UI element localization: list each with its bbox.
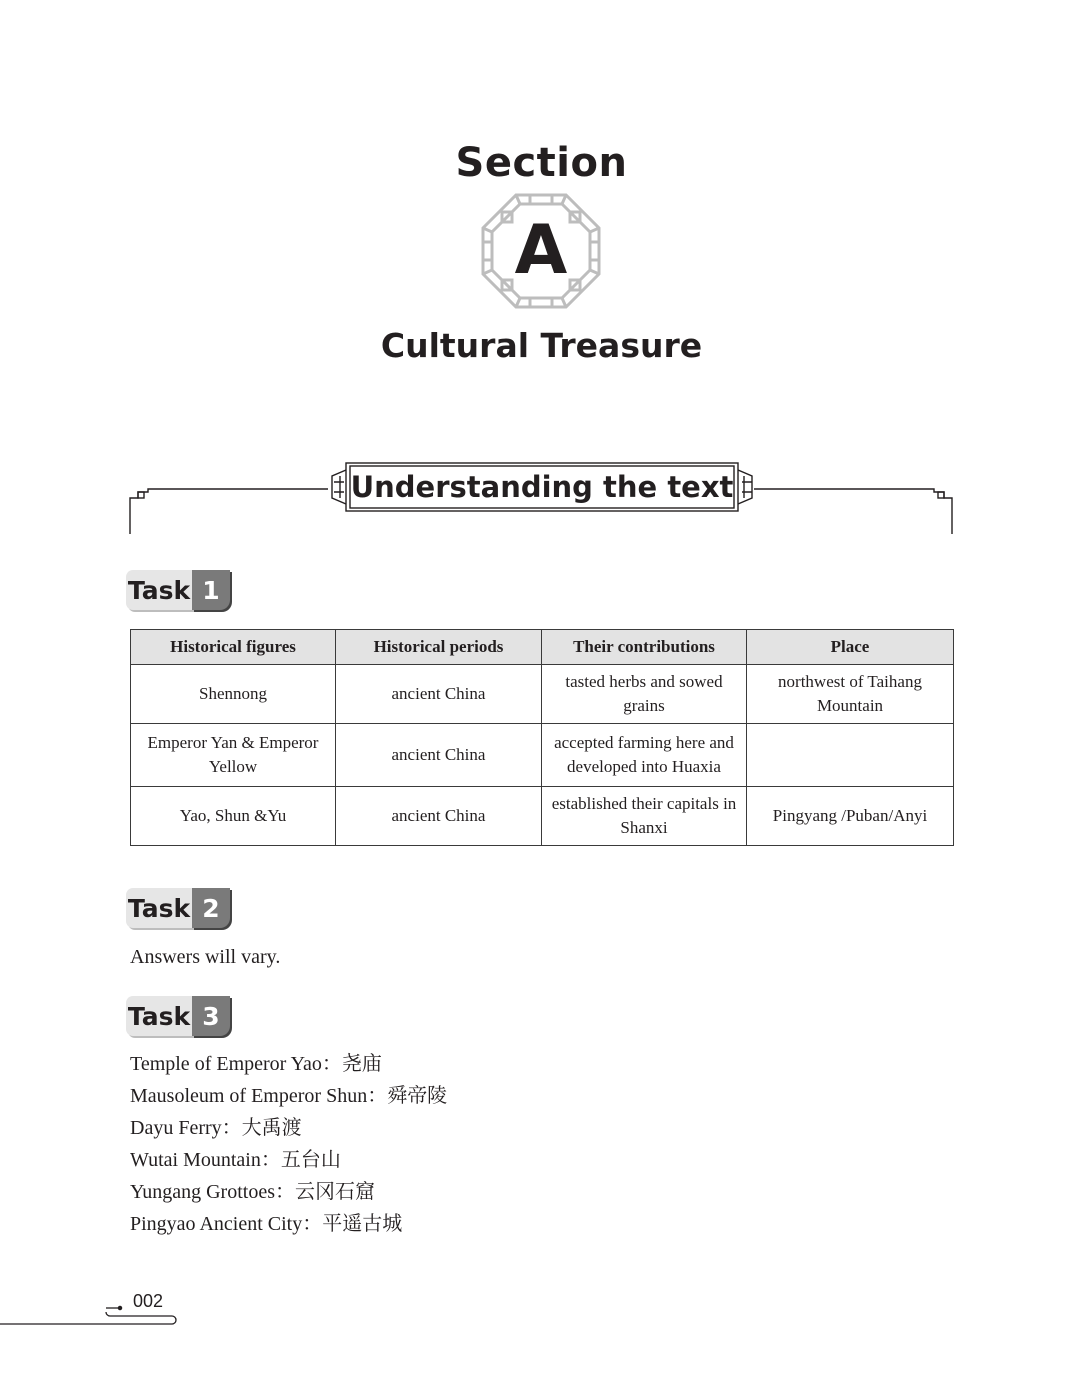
- table-row: [131, 665, 954, 724]
- glossary-item: Yungang Grottoes：云冈石窟: [130, 1181, 375, 1203]
- table-cell: Shennong: [131, 665, 336, 724]
- section-subtitle: Cultural Treasure: [380, 326, 703, 365]
- task-2-badge: [126, 888, 236, 928]
- header-historical-figures: Historical figures: [131, 630, 336, 665]
- page-number: 002: [133, 1291, 164, 1311]
- table-cell: ancient China: [336, 724, 542, 787]
- task-number: 1: [192, 570, 230, 610]
- task-2-answer: Answers will vary.: [130, 946, 281, 968]
- table-cell: ancient China: [336, 665, 542, 724]
- table-cell: [747, 724, 954, 787]
- glossary-item: Pingyao Ancient City：平遥古城: [130, 1213, 403, 1235]
- glossary-item: Dayu Ferry：大禹渡: [130, 1117, 302, 1139]
- glossary-item: Temple of Emperor Yao：尧庙: [130, 1053, 382, 1075]
- table-cell: established their capitals in Shanxi: [542, 787, 747, 846]
- section-letter: A: [514, 211, 568, 290]
- section-title: Section: [455, 140, 628, 186]
- table-header-row: [131, 630, 954, 665]
- table-cell: Emperor Yan & Emperor Yellow: [131, 724, 336, 787]
- task-label: Task: [126, 570, 192, 610]
- table-row: [131, 787, 954, 846]
- table-cell: Pingyang /Puban/Anyi: [747, 787, 954, 846]
- history-table: [130, 629, 954, 846]
- glossary-item: Mausoleum of Emperor Shun：舜帝陵: [130, 1085, 448, 1107]
- task-label: Task: [126, 996, 192, 1036]
- banner-title: Understanding the text: [350, 470, 734, 504]
- task-3-glossary: [130, 1048, 447, 1240]
- task-label: Task: [126, 888, 192, 928]
- table-cell: accepted farming here and developed into Huaxia: [542, 724, 747, 787]
- header-contributions: Their contributions: [542, 630, 747, 665]
- glossary-item: Wutai Mountain：五台山: [130, 1149, 341, 1171]
- header-place: Place: [747, 630, 954, 665]
- table-cell: tasted herbs and sowed grains: [542, 665, 747, 724]
- task-3-badge: [126, 996, 236, 1036]
- header-historical-periods: Historical periods: [336, 630, 542, 665]
- table-cell: Yao, Shun &Yu: [131, 787, 336, 846]
- table-cell: northwest of Taihang Mountain: [747, 665, 954, 724]
- task-number: 2: [192, 888, 230, 928]
- task-1-badge: [126, 570, 236, 610]
- task-number: 3: [192, 996, 230, 1036]
- table-row: [131, 724, 954, 787]
- table-cell: ancient China: [336, 787, 542, 846]
